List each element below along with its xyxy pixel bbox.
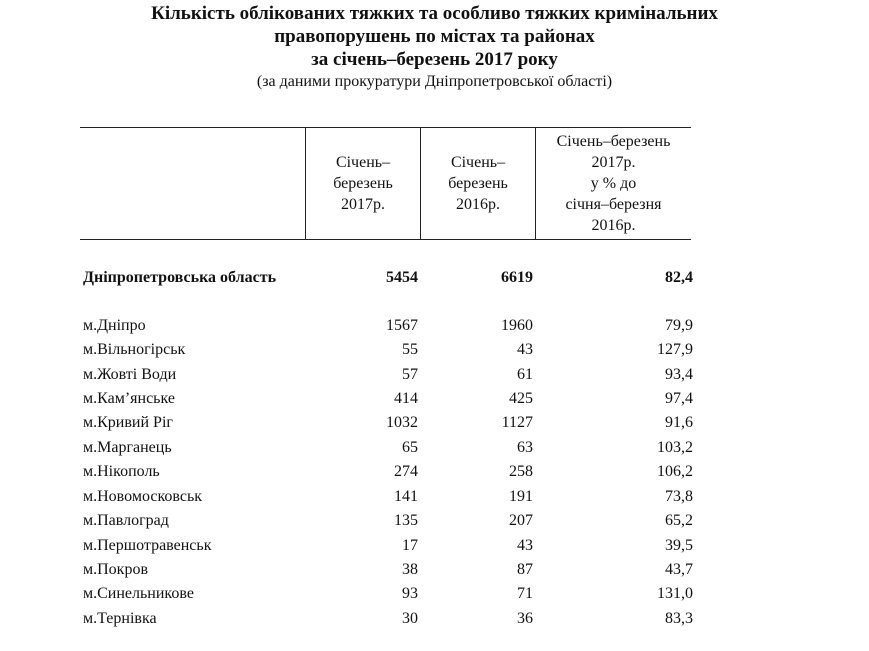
table-row [80, 314, 691, 338]
value-2016: 63 [517, 439, 533, 456]
row-name: м.Нікополь [83, 463, 160, 480]
value-2017: 274 [394, 463, 418, 480]
value-2017: 57 [402, 366, 418, 383]
value-percent: 65,2 [665, 512, 693, 529]
value-2017: 38 [402, 561, 418, 578]
table-row [80, 558, 691, 582]
title-line-2: правопорушень по містах та районах [274, 26, 595, 47]
value-2016: 61 [517, 366, 533, 383]
value-2016: 258 [509, 463, 533, 480]
value-2017: 5454 [386, 269, 418, 286]
row-name: м.Новомосковськ [83, 488, 203, 505]
document-header [0, 0, 869, 93]
row-name: м.Марганець [83, 439, 172, 456]
value-2017: 93 [402, 585, 418, 602]
value-2017: 65 [402, 439, 418, 456]
value-percent: 91,6 [665, 414, 693, 431]
value-2016: 71 [517, 585, 533, 602]
column-header-2016: Січень– березень 2016р. [448, 154, 508, 213]
table-row [80, 460, 691, 484]
row-name: м.Покров [83, 561, 149, 578]
value-percent: 131,0 [657, 585, 693, 602]
value-2017: 414 [394, 390, 418, 407]
value-percent: 83,3 [665, 610, 693, 627]
value-percent: 103,2 [657, 439, 693, 456]
table-row-total [80, 266, 691, 290]
table-row [80, 363, 691, 387]
value-percent: 73,8 [665, 488, 693, 505]
table-row [80, 509, 691, 533]
table-row [80, 607, 691, 631]
row-name: м.Жовті Води [83, 366, 177, 383]
table-row [80, 387, 691, 411]
value-percent: 97,4 [665, 390, 693, 407]
value-2017: 141 [394, 488, 418, 505]
value-percent: 106,2 [657, 463, 693, 480]
title-line-3: за січень–березень 2017 року [311, 49, 558, 70]
value-2017: 30 [402, 610, 418, 627]
value-2017: 55 [402, 341, 418, 358]
value-2017: 1032 [386, 414, 418, 431]
value-2016: 43 [517, 341, 533, 358]
table-row [80, 485, 691, 509]
table-row [80, 534, 691, 558]
value-2017: 17 [402, 537, 418, 554]
value-percent: 39,5 [665, 537, 693, 554]
value-2016: 207 [509, 512, 533, 529]
value-percent: 79,9 [665, 317, 693, 334]
row-name: м.Першотравенськ [83, 537, 212, 554]
table-row [80, 411, 691, 435]
table-row [80, 436, 691, 460]
column-header-2017: Січень– березень 2017р. [333, 154, 393, 213]
row-name: м.Вільногірськ [83, 341, 186, 358]
value-2017: 135 [394, 512, 418, 529]
value-percent: 82,4 [665, 269, 693, 286]
value-percent: 43,7 [665, 561, 693, 578]
row-name: Дніпропетровська область [83, 269, 277, 286]
title-line-1: Кількість облікованих тяжких та особливо тяжких кримінальних [151, 3, 718, 24]
row-name: м.Кам’янське [83, 390, 175, 407]
value-2016: 191 [509, 488, 533, 505]
row-name: м.Павлоград [83, 512, 169, 529]
row-name: м.Дніпро [83, 317, 146, 334]
table-row [80, 338, 691, 362]
value-2016: 1960 [501, 317, 533, 334]
value-percent: 127,9 [657, 341, 693, 358]
column-header-percent: Січень–березень 2017р. у % до січня–березня 2016р. [556, 133, 671, 234]
table-top-rule [80, 127, 691, 128]
row-name: м.Синельникове [83, 585, 194, 602]
value-2016: 425 [509, 390, 533, 407]
table-row [80, 582, 691, 606]
value-2017: 1567 [386, 317, 418, 334]
value-2016: 1127 [501, 414, 533, 431]
value-2016: 36 [517, 610, 533, 627]
value-2016: 87 [517, 561, 533, 578]
row-name: м.Кривий Ріг [83, 414, 173, 431]
value-2016: 43 [517, 537, 533, 554]
value-percent: 93,4 [665, 366, 693, 383]
subtitle: (за даними прокуратури Дніпропетровської області) [256, 73, 613, 90]
table-header-rule [80, 239, 691, 240]
row-name: м.Тернівка [83, 610, 157, 627]
value-2016: 6619 [501, 269, 533, 286]
